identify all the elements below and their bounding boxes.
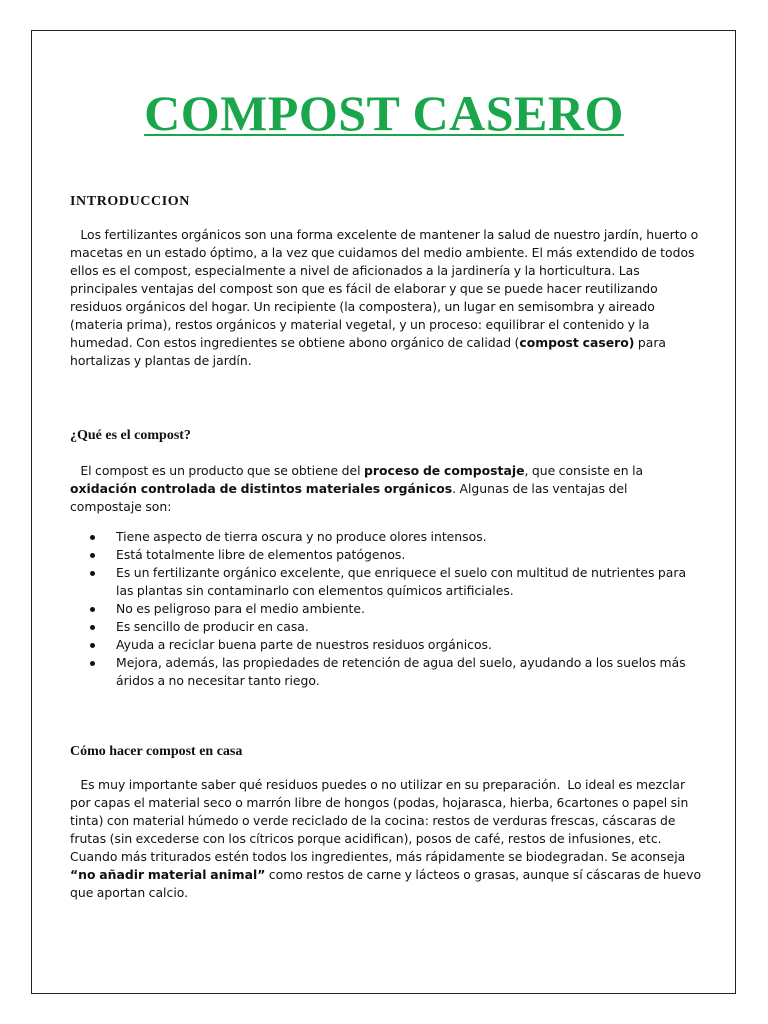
what-bold-proceso: proceso de compostaje <box>364 463 525 478</box>
intro-text: Los fertilizantes orgánicos son una forma excelente de mantener la salud de nuestro jardín, huerto o macetas en un estado óptimo, a la vez que cuidamos del medio ambiente. El más extendido de todos ellos es el compost, especialmente a nivel de aficionados a la jardinería y la horticultura. Las principales ventajas del compost son que es fácil de elaborar y que se puede hacer reutilizando residuos orgánicos del hogar. Un recipiente (la compostera), un lugar en semisombra y aireado (materia prima), restos orgánicos y material vegetal, y un proceso: equilibrar el contenido y la humedad. Con estos ingredientes se obtiene abono orgánico de calidad ( <box>70 227 702 350</box>
section-heading-intro: INTRODUCCION <box>70 194 190 209</box>
list-item-text: Tiene aspecto de tierra oscura y no produce olores intensos. <box>116 529 487 544</box>
how-text-a: Es muy importante saber qué residuos puedes o no utilizar en su preparación. Lo ideal es mezclar por capas el material seco o marrón libre de hongos (podas, hojarasca, hierba, 6cartones o papel sin tinta) con material húmedo o verde reciclado de la cocina: restos de verduras frescas, cáscaras de frutas (sin excederse con los cítricos porque acidifican), posos de café, restos de infusiones, etc. Cuando más triturados estén todos los ingredientes, más rápidamente se biodegradan. Se aconseja <box>70 777 692 864</box>
bullet-icon <box>90 625 95 630</box>
section-heading-how: Cómo hacer compost en casa <box>70 744 243 759</box>
what-text-a: El compost es un producto que se obtiene del <box>70 463 364 478</box>
how-paragraph <box>70 776 705 902</box>
how-bold-no-animal: “no añadir material animal” <box>70 867 266 882</box>
what-text-e: . Algunas de las ventajas del compostaje son: <box>70 481 631 514</box>
list-item-text: No es peligroso para el medio ambiente. <box>116 601 365 616</box>
advantages-list <box>70 528 702 690</box>
list-item-text: Mejora, además, las propiedades de retención de agua del suelo, ayudando a los suelos más áridos a no necesitar tanto riego. <box>116 655 686 688</box>
section-heading-what: ¿Qué es el compost? <box>70 428 191 443</box>
what-paragraph <box>70 462 702 516</box>
bullet-icon <box>90 643 95 648</box>
bullet-icon <box>90 553 95 558</box>
what-text-c: , que consiste en la <box>524 463 647 478</box>
intro-bold-compost-casero: compost casero) <box>519 335 635 350</box>
list-item-text: Está totalmente libre de elementos patógenos. <box>116 547 406 562</box>
how-text-c: como restos de carne y lácteos o grasas, aunque sí cáscaras de huevo que aportan calcio. <box>70 867 705 900</box>
list-item-text: Ayuda a reciclar buena parte de nuestros residuos orgánicos. <box>116 637 492 652</box>
list-item <box>70 600 702 618</box>
bullet-icon <box>90 535 95 540</box>
document-body <box>70 192 705 902</box>
what-bold-oxidacion: oxidación controlada de distintos materiales orgánicos <box>70 481 453 496</box>
bullet-icon <box>90 607 95 612</box>
list-item <box>70 636 702 654</box>
intro-paragraph <box>70 226 702 370</box>
list-item-text: Es sencillo de producir en casa. <box>116 619 309 634</box>
bullet-icon <box>90 571 95 576</box>
list-item <box>70 564 702 600</box>
list-item <box>70 654 702 690</box>
list-item <box>70 546 702 564</box>
intro-text-end: para hortalizas y plantas de jardín. <box>70 335 670 368</box>
list-item <box>70 618 702 636</box>
list-item-text: Es un fertilizante orgánico excelente, que enriquece el suelo con multitud de nutrientes para las plantas sin contaminarlo con elementos químicos artificiales. <box>116 565 687 598</box>
bullet-icon <box>90 661 95 666</box>
list-item <box>70 528 702 546</box>
page-title: COMPOST CASERO <box>144 85 624 141</box>
